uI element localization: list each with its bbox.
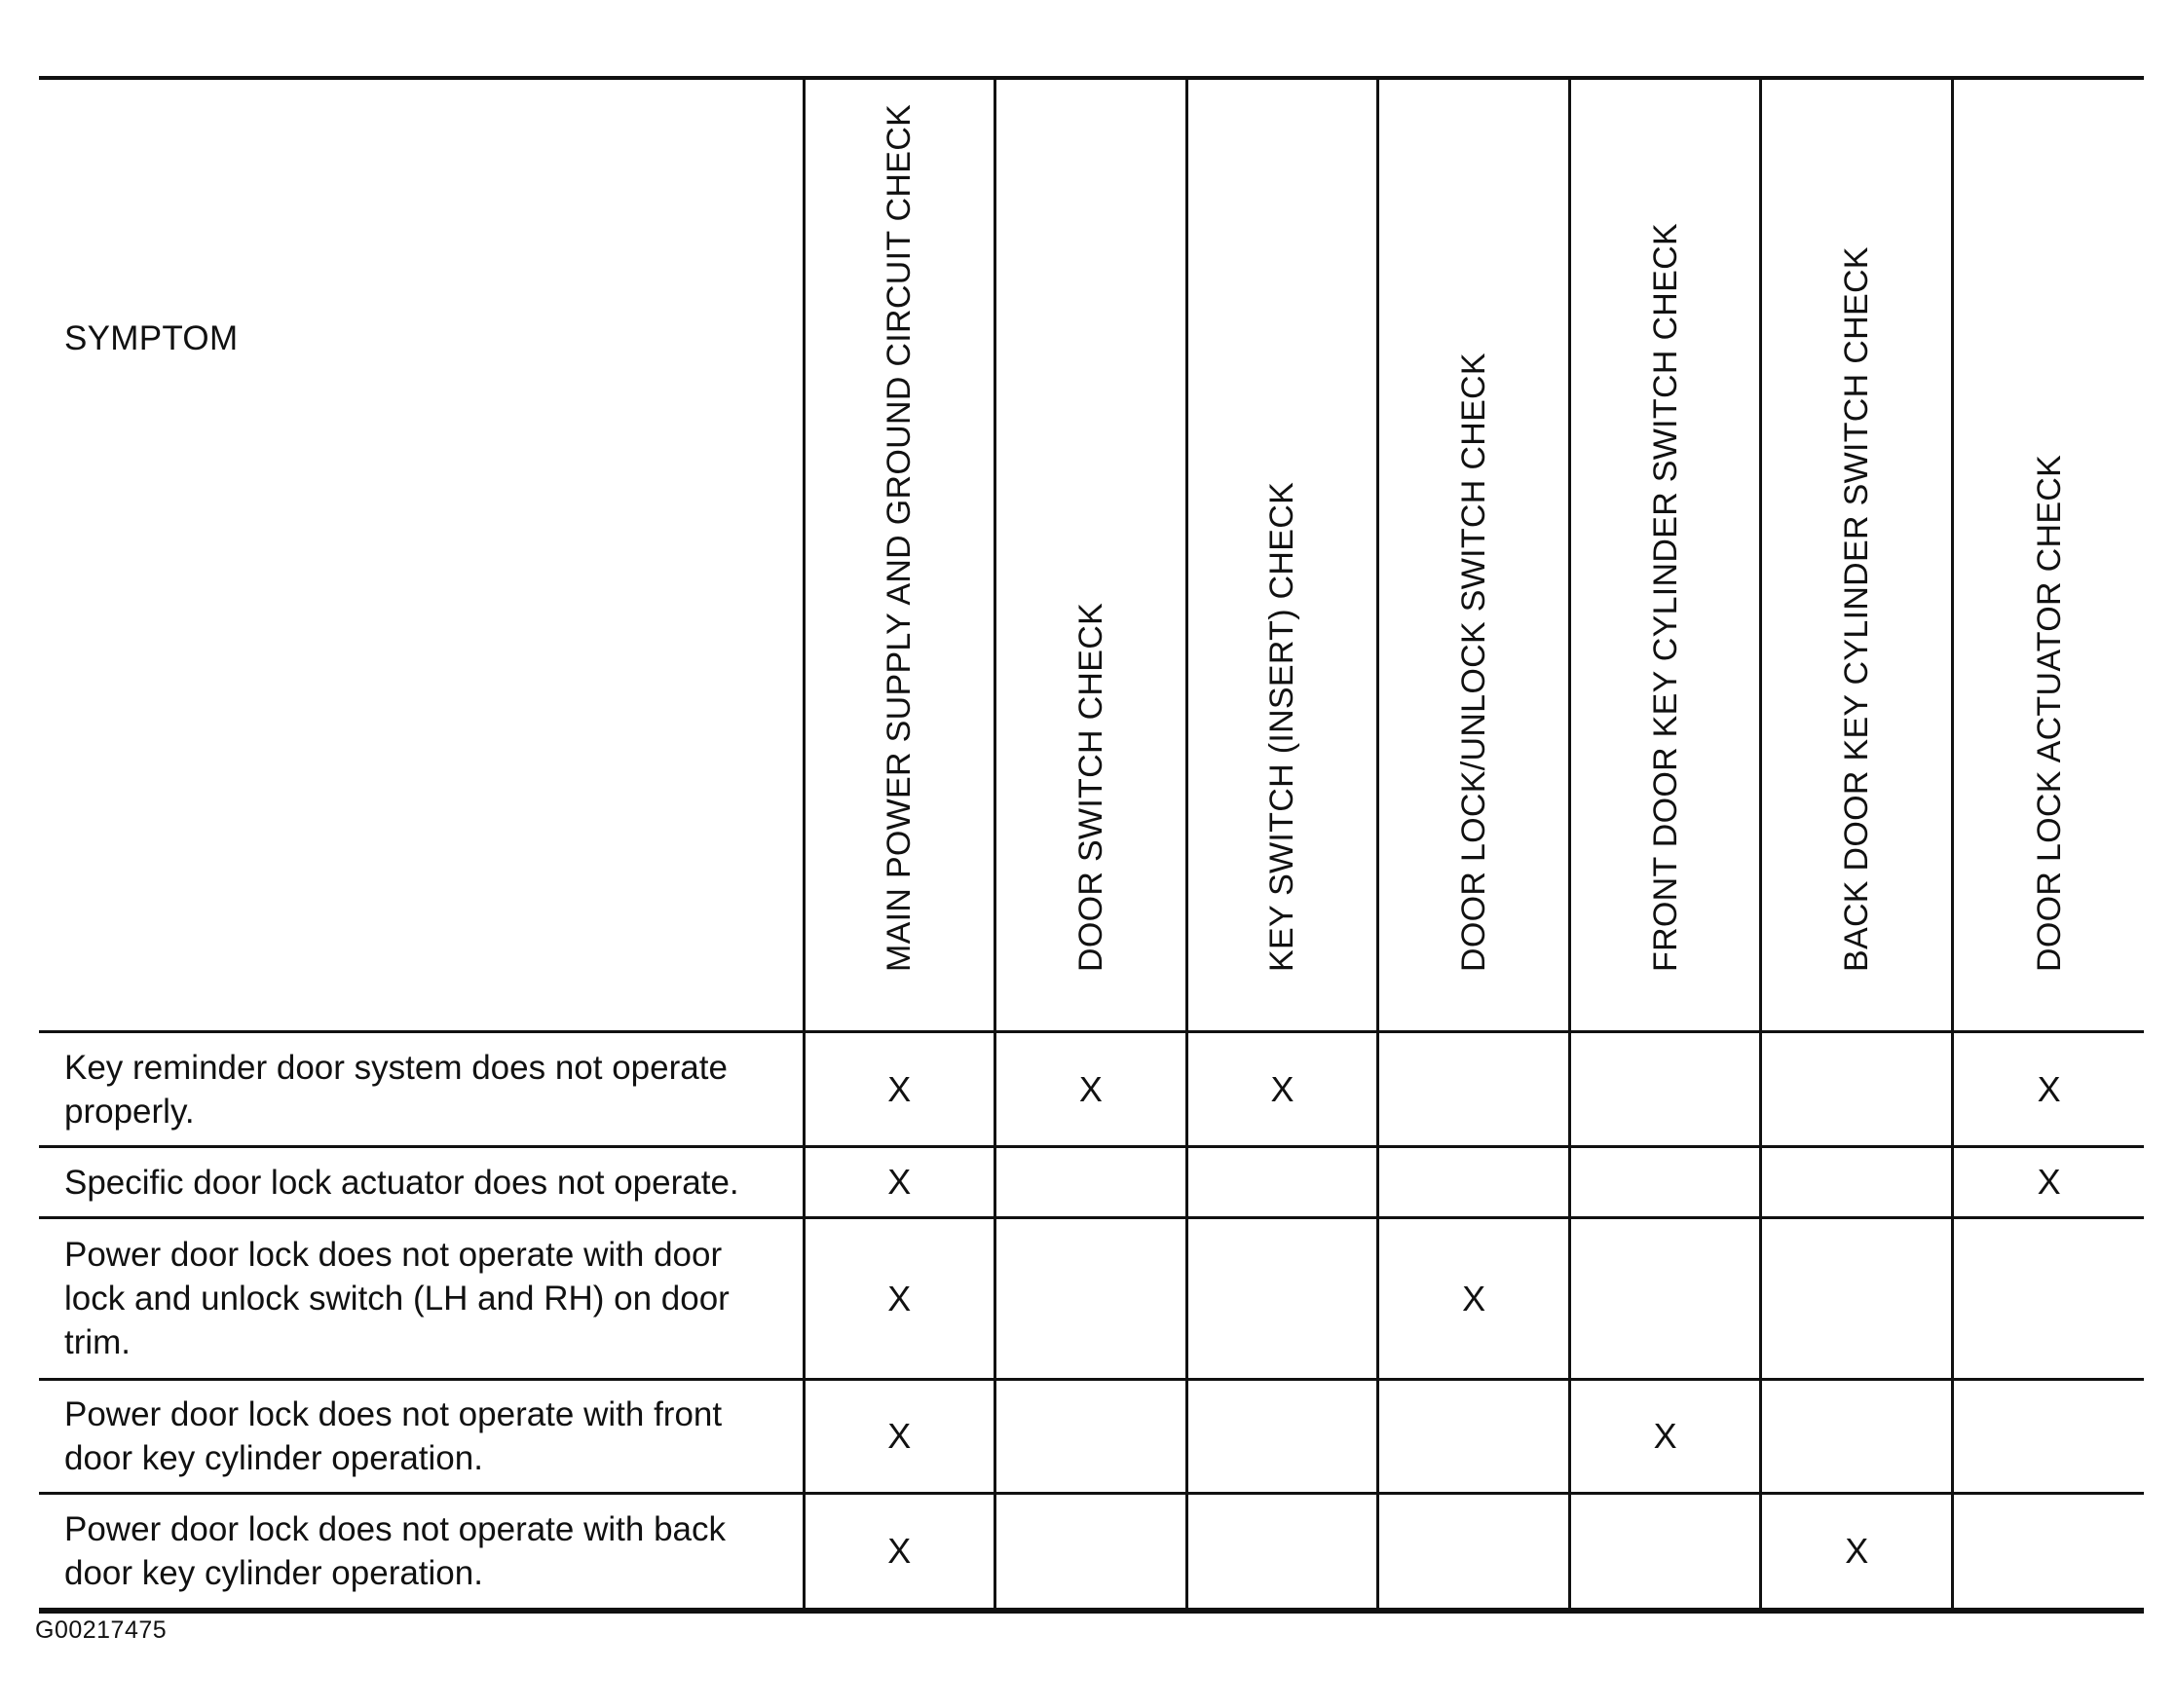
check-mark-cell: X [804,1494,995,1611]
check-header-label: DOOR LOCK/UNLOCK SWITCH CHECK [1455,353,1493,972]
check-mark-cell: X [804,1147,995,1218]
check-mark-cell [1761,1032,1953,1147]
header-row [39,78,2144,1032]
check-column-header-back-key-cylinder [1761,78,1953,1032]
check-mark-cell [1569,1218,1761,1380]
check-mark-cell [1378,1147,1570,1218]
check-mark-cell [1569,1494,1761,1611]
table-row [39,1218,2144,1380]
check-mark-cell [1378,1032,1570,1147]
check-header-label: DOOR SWITCH CHECK [1071,602,1109,972]
check-mark-cell: X [1953,1147,2145,1218]
check-header-label: BACK DOOR KEY CYLINDER SWITCH CHECK [1838,246,1876,972]
check-mark-cell: X [1378,1218,1570,1380]
check-column-header-actuator [1953,78,2145,1032]
symptom-cell: Power door lock does not operate with front door key cylinder operation. [39,1380,804,1494]
check-mark-cell [1953,1218,2145,1380]
check-mark-cell [1569,1032,1761,1147]
check-mark-cell [995,1218,1187,1380]
check-mark-cell [1186,1147,1378,1218]
figure-id: G00217475 [35,1616,168,1644]
check-mark-cell [995,1494,1187,1611]
check-header-label: MAIN POWER SUPPLY AND GROUND CIRCUIT CHECK [881,103,919,972]
check-mark-cell [1569,1147,1761,1218]
check-mark-cell [1378,1494,1570,1611]
check-mark-cell [1953,1380,2145,1494]
check-column-header-front-key-cylinder [1569,78,1761,1032]
check-mark-cell [1761,1147,1953,1218]
symptom-header-label: SYMPTOM [64,319,239,357]
check-header-label: KEY SWITCH (INSERT) CHECK [1263,481,1301,972]
check-mark-cell [995,1380,1187,1494]
check-column-header-lock-unlock-switch [1378,78,1570,1032]
symptom-column-header [39,78,804,1032]
table-row [39,1494,2144,1611]
check-mark-cell [1378,1380,1570,1494]
check-mark-cell [1186,1494,1378,1611]
check-mark-cell: X [1761,1494,1953,1611]
check-mark-cell: X [1186,1032,1378,1147]
symptom-cell: Power door lock does not operate with back door key cylinder operation. [39,1494,804,1611]
check-mark-cell [1186,1218,1378,1380]
check-mark-cell [1761,1380,1953,1494]
symptom-cell: Key reminder door system does not operate properly. [39,1032,804,1147]
table-row [39,1147,2144,1218]
check-column-header-door-switch [995,78,1187,1032]
symptom-cell: Power door lock does not operate with door lock and unlock switch (LH and RH) on door trim. [39,1218,804,1380]
check-mark-cell: X [1569,1380,1761,1494]
check-mark-cell [1186,1380,1378,1494]
table-row [39,1032,2144,1147]
check-column-header-key-switch [1186,78,1378,1032]
check-mark-cell: X [804,1380,995,1494]
symptom-cell: Specific door lock actuator does not operate. [39,1147,804,1218]
check-mark-cell: X [1953,1032,2145,1147]
check-mark-cell [1953,1494,2145,1611]
check-column-header-main-power [804,78,995,1032]
check-header-label: FRONT DOOR KEY CYLINDER SWITCH CHECK [1646,223,1684,972]
check-header-label: DOOR LOCK ACTUATOR CHECK [2030,454,2068,972]
check-mark-cell: X [995,1032,1187,1147]
check-mark-cell: X [804,1218,995,1380]
symptom-check-matrix [39,76,2144,1614]
check-mark-cell: X [804,1032,995,1147]
check-mark-cell [995,1147,1187,1218]
table-row [39,1380,2144,1494]
check-mark-cell [1761,1218,1953,1380]
